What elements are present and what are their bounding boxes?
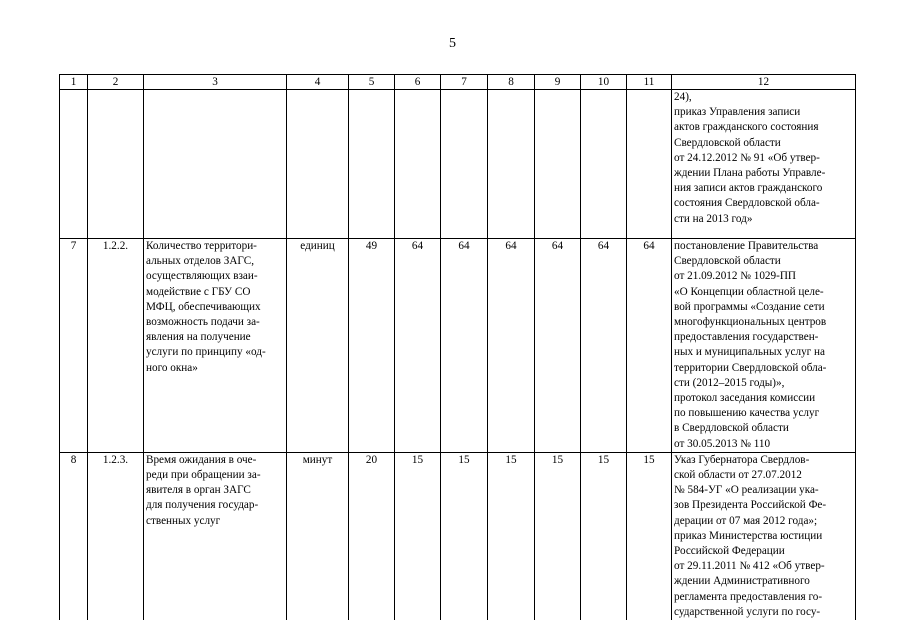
text-line: приказ Управления записи xyxy=(674,106,801,119)
value-cell: 64 xyxy=(395,239,441,453)
text-line: в Свердловской области xyxy=(674,422,789,435)
indicator-description xyxy=(144,90,287,239)
column-header: 5 xyxy=(349,75,395,90)
unit-of-measure: единиц xyxy=(287,239,349,453)
column-header: 7 xyxy=(441,75,488,90)
text-line: 24), xyxy=(674,91,692,103)
table-header-row xyxy=(60,75,856,90)
text-line: услуги по принципу «од- xyxy=(146,346,266,359)
text-line: Российской Федерации xyxy=(674,545,785,558)
value-cell xyxy=(535,90,581,239)
value-cell: 15 xyxy=(535,452,581,620)
text-line: ской области от 27.07.2012 xyxy=(674,469,802,482)
text-line: ных и муниципальных услуг на xyxy=(674,346,826,359)
text-line: Количество территори- xyxy=(146,240,257,252)
column-header: 10 xyxy=(581,75,627,90)
text-line: состояния Свердловской обла- xyxy=(674,197,820,210)
text-line: для получения государ- xyxy=(146,499,259,512)
text-line: дерации от 07 мая 2012 года»; xyxy=(674,514,818,527)
text-line: сти (2012–2015 годы)», xyxy=(674,376,785,389)
text-line: от 30.05.2013 № 110 xyxy=(674,437,771,450)
text-line: от 21.09.2012 № 1029-ПП xyxy=(674,270,797,283)
text-line: № 584-УГ «О реализации ука- xyxy=(674,484,819,497)
value-cell xyxy=(395,90,441,239)
value-cell: 15 xyxy=(488,452,535,620)
row-number xyxy=(60,90,88,239)
text-line: территории Свердловской обла- xyxy=(674,361,827,374)
text-line: регламента предоставления го- xyxy=(674,590,823,603)
value-cell: 64 xyxy=(627,239,672,453)
text-line: сти на 2013 год» xyxy=(674,212,753,225)
table-row xyxy=(60,452,856,620)
text-line: актов гражданского состояния xyxy=(674,121,819,134)
text-line: осуществляющих взаи- xyxy=(146,270,258,283)
text-line: вой программы «Создание сети xyxy=(674,300,825,313)
text-line: ждении Плана работы Управле- xyxy=(674,167,826,180)
value-cell: 15 xyxy=(581,452,627,620)
unit-of-measure: минут xyxy=(287,452,349,620)
table-row xyxy=(60,90,856,239)
row-number: 7 xyxy=(60,239,88,453)
text-line: зов Президента Российской Фе- xyxy=(674,499,827,512)
legal-basis xyxy=(672,452,856,620)
text-line: по повышению качества услуг xyxy=(674,407,820,420)
column-header: 2 xyxy=(88,75,144,90)
text-line: реди при обращении за- xyxy=(146,469,261,482)
column-header: 4 xyxy=(287,75,349,90)
value-cell xyxy=(581,90,627,239)
text-line: Свердловской области xyxy=(674,136,781,149)
text-line: явителя в орган ЗАГС xyxy=(146,484,251,497)
text-line: возможность подачи за- xyxy=(146,316,260,329)
text-line: ного окна» xyxy=(146,361,198,374)
value-cell: 64 xyxy=(488,239,535,453)
legal-basis xyxy=(672,239,856,453)
value-cell xyxy=(441,90,488,239)
column-header: 3 xyxy=(144,75,287,90)
column-header: 12 xyxy=(672,75,856,90)
column-header: 8 xyxy=(488,75,535,90)
row-code xyxy=(88,90,144,239)
text-line: Свердловской области xyxy=(674,255,781,268)
text-line: протокол заседания комиссии xyxy=(674,392,816,405)
text-line: Указ Губернатора Свердлов- xyxy=(674,453,810,466)
unit-of-measure xyxy=(287,90,349,239)
value-cell: 64 xyxy=(441,239,488,453)
text-line: многофункциональных центров xyxy=(674,316,827,329)
text-line: ждении Административного xyxy=(674,575,810,588)
text-line: ственных услуг xyxy=(146,514,221,527)
indicator-description xyxy=(144,239,287,453)
text-line: предоставления государствен- xyxy=(674,331,819,344)
value-cell: 15 xyxy=(395,452,441,620)
value-cell: 64 xyxy=(535,239,581,453)
column-header: 11 xyxy=(627,75,672,90)
column-header: 9 xyxy=(535,75,581,90)
legal-basis xyxy=(672,90,856,239)
value-cell xyxy=(349,90,395,239)
text-line: от 24.12.2012 № 91 «Об утвер- xyxy=(674,151,820,164)
text-line: постановление Правительства xyxy=(674,240,819,252)
table-row xyxy=(60,239,856,453)
row-number: 8 xyxy=(60,452,88,620)
text-line: МФЦ, обеспечивающих xyxy=(146,300,261,313)
row-code: 1.2.2. xyxy=(88,239,144,453)
value-cell: 20 xyxy=(349,452,395,620)
text-line: альных отделов ЗАГС, xyxy=(146,255,255,268)
value-cell: 15 xyxy=(441,452,488,620)
text-line: ния записи актов гражданского xyxy=(674,182,823,195)
value-cell: 49 xyxy=(349,239,395,453)
text-line: сударственной услуги по госу- xyxy=(674,605,821,618)
row-code: 1.2.3. xyxy=(88,452,144,620)
indicator-description xyxy=(144,452,287,620)
text-line: модействие с ГБУ СО xyxy=(146,285,251,298)
page-number: 5 xyxy=(449,36,456,51)
column-header: 1 xyxy=(60,75,88,90)
value-cell xyxy=(488,90,535,239)
text-line: «О Концепции областной целе- xyxy=(674,285,824,298)
text-line: приказ Министерства юстиции xyxy=(674,529,823,542)
value-cell: 15 xyxy=(627,452,672,620)
text-line: явления на получение xyxy=(146,331,251,344)
text-line: Время ожидания в оче- xyxy=(146,453,257,466)
value-cell: 64 xyxy=(581,239,627,453)
text-line: от 29.11.2011 № 412 «Об утвер- xyxy=(674,560,825,573)
value-cell xyxy=(627,90,672,239)
column-header: 6 xyxy=(395,75,441,90)
indicators-table xyxy=(59,74,856,620)
